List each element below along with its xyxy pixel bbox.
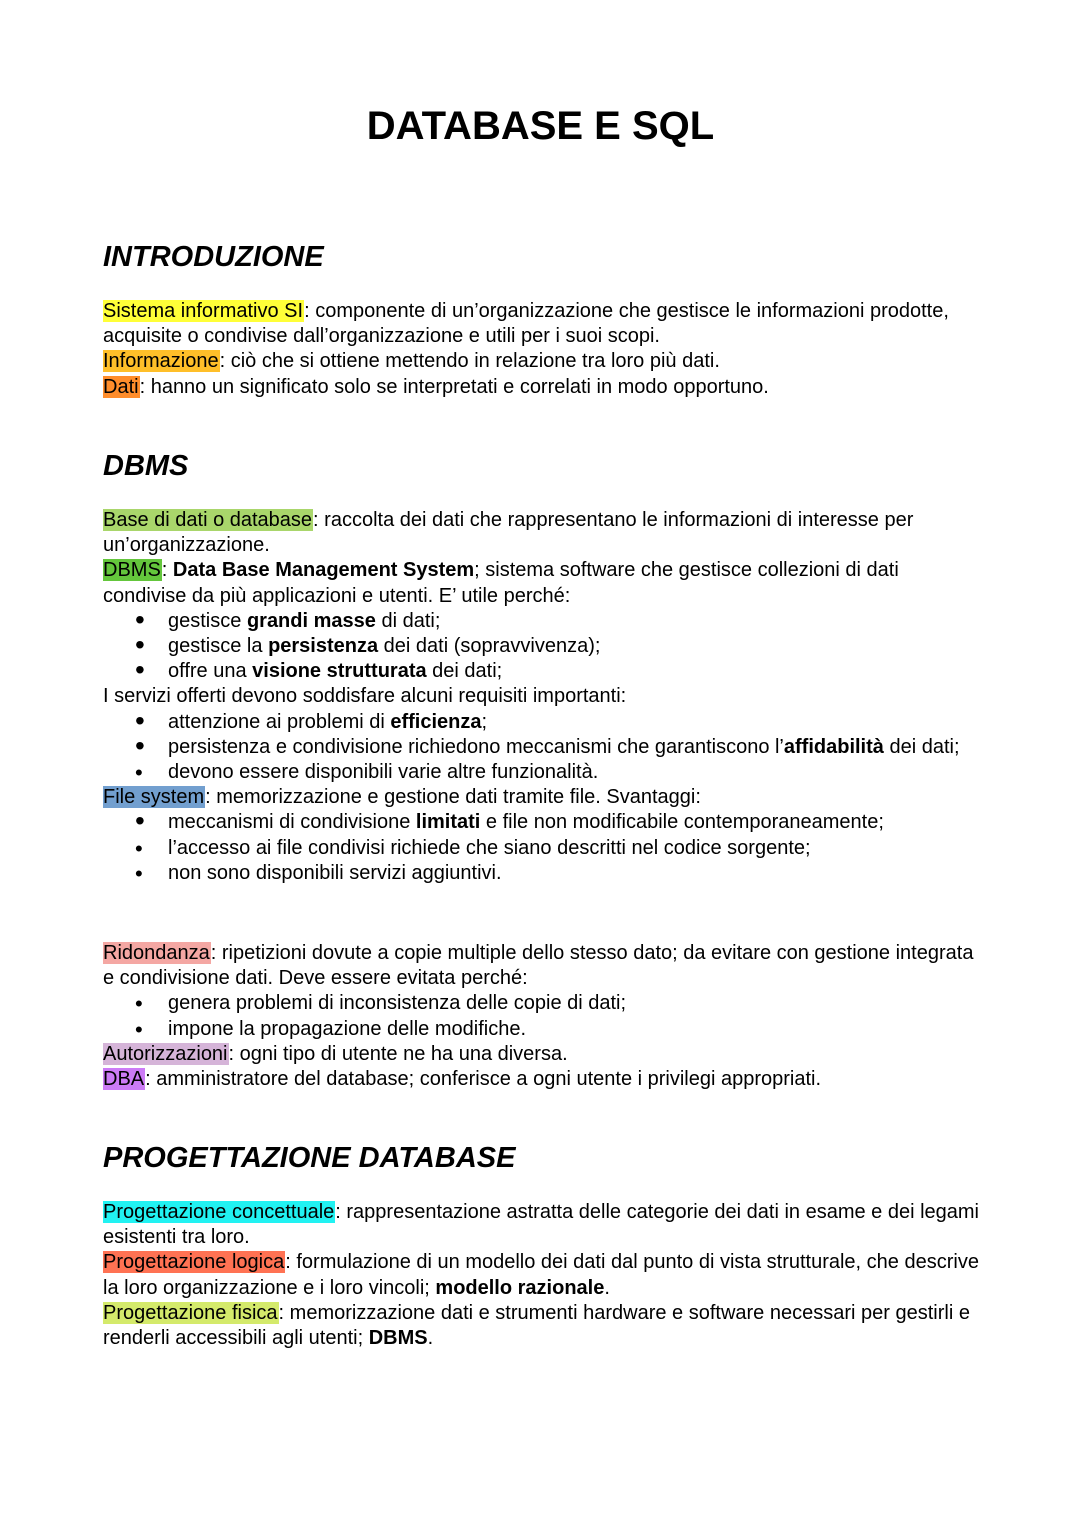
highlight-logica: Progettazione logica [103,1251,285,1274]
list-item: • persistenza e condivisione richiedono meccanismi che garantiscono l’affidabilità dei dati; [103,735,983,760]
definition-autorizzazioni: Autorizzazioni: ogni tipo di utente ne ha una diversa. [103,1042,568,1065]
definition-base-dati: Base di dati o database: raccolta dei dati che rappresentano le informazioni di interesse per un’organizzazione. [103,509,914,557]
dbms-benefits-list [103,609,983,685]
definition-si: Sistema informativo SI: componente di un’organizzazione che gestisce le informazioni prodotte, acquisite o condivise dall’organizzazione e utili per i suoi scopi. [103,300,949,348]
definition-dati: Dati: hanno un significato solo se interpretati e correlati in modo opportuno. [103,375,769,398]
highlight-dbms: DBMS [103,559,161,582]
highlight-fisica: Progettazione fisica [103,1301,278,1324]
requirements-list-extra [103,760,983,785]
highlight-si: Sistema informativo SI [103,300,304,322]
intro-block [103,299,983,400]
highlight-file-system: File system [103,786,205,809]
fs-drawbacks-list-b [103,836,983,886]
list-item: • gestisce la persistenza dei dati (sopravvivenza); [103,634,983,659]
definition-logica: Progettazione logica: formulazione di un modello dei dati dal punto di vista strutturale, che descrive la loro organizzazione e i loro vincoli; modello razionale. [103,1251,979,1299]
definition-ridondanza: Ridondanza: ripetizioni dovute a copie multiple dello stesso dato; da evitare con gestione integrata e condivisione dati. Deve essere evitata perché: [103,942,974,990]
ridondanza-block [103,941,983,1092]
list-item: • l’accesso ai file condivisi richiede che siano descritti nel codice sorgente; [103,836,983,861]
list-item: • meccanismi di condivisione limitati e file non modificabile contemporaneamente; [103,810,983,835]
ridondanza-list [103,991,983,1041]
highlight-autorizzazioni: Autorizzazioni [103,1042,228,1065]
highlight-ridondanza: Ridondanza [103,942,210,964]
highlight-dati: Dati [103,375,139,398]
fs-drawbacks-list-a [103,810,983,835]
highlight-concettuale: Progettazione concettuale [103,1201,335,1223]
heading-introduzione: INTRODUZIONE [103,241,324,273]
definition-dbms: DBMS: Data Base Management System; sistema software che gestisce collezioni di dati condivise da più applicazioni e utenti. E’ utile perché: [103,559,899,607]
definition-informazione: Informazione: ciò che si ottiene mettendo in relazione tra loro più dati. [103,350,720,373]
list-item: • impone la propagazione delle modifiche. [103,1017,983,1042]
definition-fisica: Progettazione fisica: memorizzazione dati e strumenti hardware e software necessari per gestirli e renderli accessibili agli utenti; DBMS. [103,1301,970,1350]
list-item: • gestisce grandi masse di dati; [103,609,983,634]
definition-concettuale: Progettazione concettuale: rappresentazione astratta delle categorie dei dati in esame e dei legami esistenti tra loro. [103,1201,980,1249]
list-item: • genera problemi di inconsistenza delle copie di dati; [103,991,983,1016]
services-intro: I servizi offerti devono soddisfare alcuni requisiti importanti: [103,685,627,708]
heading-progettazione: PROGETTAZIONE DATABASE [103,1142,516,1174]
list-item: • attenzione ai problemi di efficienza; [103,710,983,735]
document-title: DATABASE E SQL [366,104,715,148]
list-item: • offre una visione strutturata dei dati; [103,659,983,684]
highlight-informazione: Informazione [103,350,219,373]
requirements-list [103,710,983,760]
highlight-base-dati: Base di dati o database [103,509,313,531]
progettazione-block [103,1200,983,1351]
definition-file-system: File system: memorizzazione e gestione dati tramite file. Svantaggi: [103,786,701,809]
heading-dbms: DBMS [103,450,189,482]
dbms-block [103,508,983,886]
list-item: • devono essere disponibili varie altre funzionalità. [103,760,983,785]
list-item: • non sono disponibili servizi aggiuntivi. [103,861,983,886]
highlight-dba: DBA [103,1068,145,1091]
definition-dba: DBA: amministratore del database; conferisce a ogni utente i privilegi appropriati. [103,1068,822,1091]
